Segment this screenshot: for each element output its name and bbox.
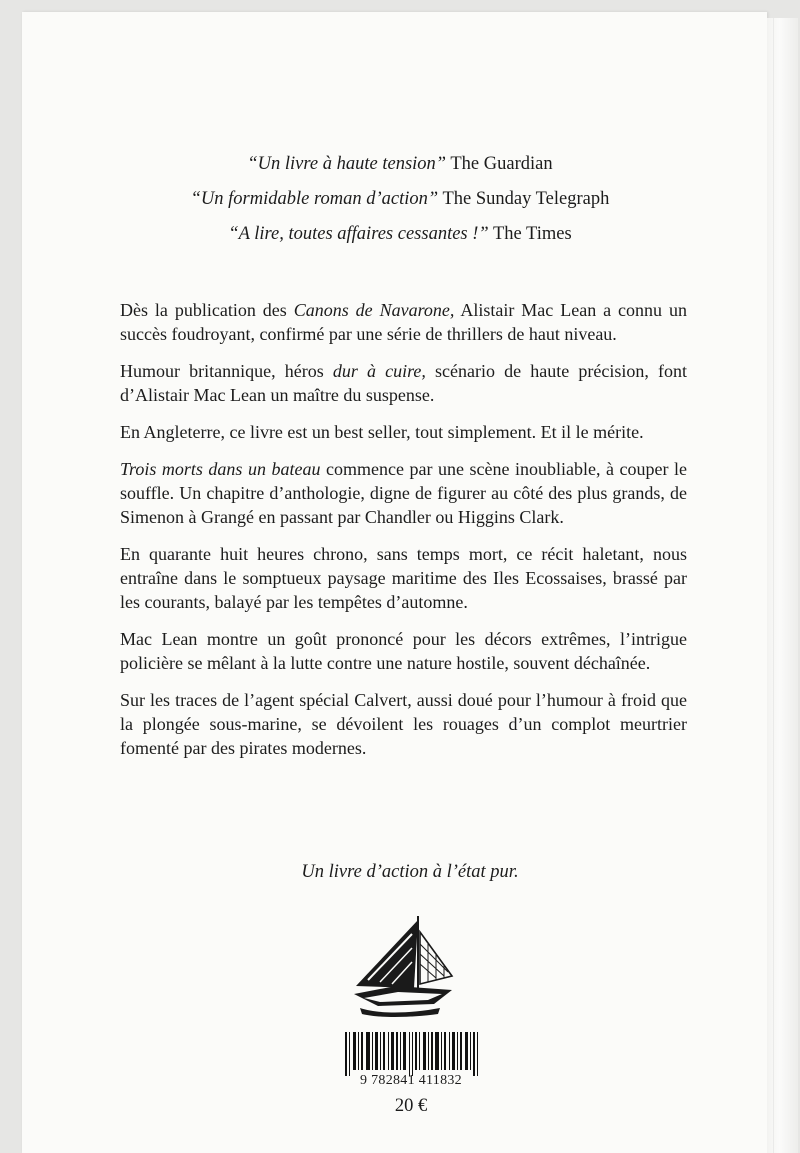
blurb-paragraph: En quarante huit heures chrono, sans temps mort, ce récit haletant, nous entraîne dans le somptueux paysage maritime des Iles Ecossaises, brassé par les courants, balayé par les tempêtes d’automne.	[120, 544, 687, 612]
price: 20 €	[394, 1096, 428, 1116]
blurb-paragraph	[120, 457, 687, 529]
blurb	[120, 298, 687, 773]
blurb-paragraph: Sur les traces de l’agent spécial Calvert, aussi doué pour l’humour à froid que la plongée sous-marine, se dévoilent les rouages d’un complot meurtrier fomenté par des pirates modernes.	[120, 690, 687, 758]
blurb-paragraph: En Angleterre, ce livre est un best seller, tout simplement. Et il le mérite.	[120, 422, 644, 442]
press-quotes	[0, 147, 800, 252]
quote-line	[0, 182, 800, 217]
quote-line	[0, 147, 800, 182]
tagline: Un livre d’action à l’état pur.	[301, 862, 519, 882]
quote-text: “Un livre à haute tension”	[247, 154, 447, 174]
quote-source: The Guardian	[450, 154, 553, 174]
quote-text: “Un formidable roman d’action”	[190, 189, 439, 209]
quote-source: The Sunday Telegraph	[442, 189, 610, 209]
quote-source: The Times	[493, 224, 572, 244]
quote-line	[0, 217, 800, 252]
blurb-text: Humour britannique, héros	[120, 361, 333, 381]
sailboat-publisher-logo-icon	[348, 910, 460, 1020]
blurb-text: Dès la publication des	[120, 300, 294, 320]
blurb-text: commence par une scène inoubliable, à couper le souffle. Un chapitre d’anthologie, digne de figurer au côté des plus grands, de Simenon à Grangé en passant par Chandler ou Higgins Clark.	[120, 459, 687, 527]
blurb-paragraph	[120, 359, 687, 407]
blurb-italic: Trois morts dans un bateau	[120, 459, 321, 479]
quote-text: “A lire, toutes affaires cessantes !”	[228, 224, 489, 244]
blurb-text: Alistair Mac Lean a connu un succès foudroyant, confirmé par une série de thrillers de haut niveau.	[120, 300, 687, 344]
barcode-digits: 9 782841 411832	[360, 1073, 462, 1088]
blurb-paragraph: Mac Lean montre un goût prononcé pour les décors extrêmes, l’intrigue policière se mêlant à la lutte contre une nature hostile, souvent déchaînée.	[120, 629, 687, 673]
blurb-paragraph	[120, 298, 687, 346]
blurb-italic: Canons de Navarone,	[293, 300, 455, 320]
blurb-italic: dur à cuire,	[332, 361, 426, 381]
blurb-text: scénario de haute précision, font d’Alistair Mac Lean un maître du suspense.	[120, 361, 687, 405]
